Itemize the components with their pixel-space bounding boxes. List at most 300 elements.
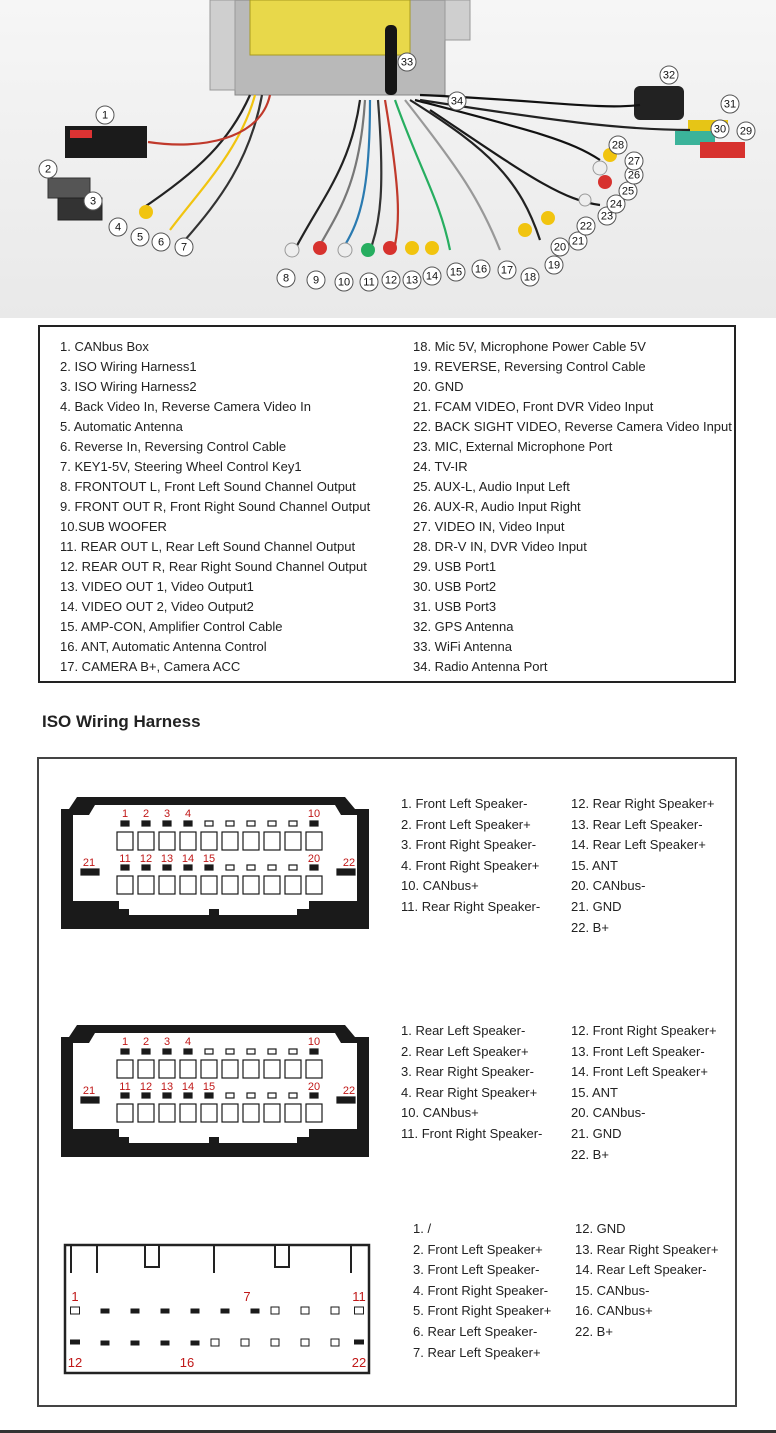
pin-number-label: 20 xyxy=(307,1081,321,1093)
pin-number-label: 7 xyxy=(243,1289,251,1304)
pin-marker xyxy=(205,1093,213,1098)
pin-description: 2. Rear Left Speaker+ xyxy=(401,1043,529,1059)
pin-cavity xyxy=(159,1104,175,1122)
rca-plugs xyxy=(136,148,617,257)
pin-cavity xyxy=(285,1060,301,1078)
callout-number: 6 xyxy=(157,236,165,249)
pin-description: 4. Front Right Speaker+ xyxy=(401,857,540,873)
pin-description: 15. ANT xyxy=(571,1084,618,1100)
pin-marker xyxy=(221,1309,229,1313)
legend-item: 18. Mic 5V, Microphone Power Cable 5V xyxy=(413,339,646,354)
pin-marker xyxy=(310,1049,318,1054)
pin-number-label: 3 xyxy=(163,1036,171,1048)
legend-item: 24. TV-IR xyxy=(413,459,468,474)
callout-29 xyxy=(737,122,755,140)
pin-description: 21. GND xyxy=(571,1125,622,1141)
pin-number-label: 22 xyxy=(351,1355,367,1370)
pin-marker xyxy=(163,1093,171,1098)
pin-cavity xyxy=(201,1060,217,1078)
pin-marker xyxy=(355,1307,364,1314)
pin-marker xyxy=(184,1049,192,1054)
legend-item: 19. REVERSE, Reversing Control Cable xyxy=(413,359,646,374)
callout-number: 16 xyxy=(474,263,488,276)
pin-description: 11. Front Right Speaker- xyxy=(401,1125,543,1141)
callout-14 xyxy=(423,267,441,285)
pin-marker xyxy=(163,821,171,826)
pin-cavity xyxy=(243,876,259,894)
pin-cavity xyxy=(138,1060,154,1078)
pin-marker xyxy=(184,821,192,826)
pin-cavity xyxy=(243,832,259,850)
pin-cavity xyxy=(264,1104,280,1122)
wiring-photo-drawing xyxy=(0,0,776,318)
callout-number: 22 xyxy=(579,220,593,233)
harness-2-pin-list-a xyxy=(401,1021,542,1145)
pin-description: 4. Front Right Speaker- xyxy=(413,1282,549,1298)
pin-description: 2. Front Left Speaker+ xyxy=(401,816,531,832)
pin-marker xyxy=(226,1093,234,1098)
pin-marker xyxy=(289,865,297,870)
callout-13 xyxy=(403,271,421,289)
legend-item: 9. FRONT OUT R, Front Right Sound Channel Output xyxy=(60,499,371,514)
callout-7 xyxy=(175,238,193,256)
legend-item: 15. AMP-CON, Amplifier Control Cable xyxy=(60,619,283,634)
callout-number: 28 xyxy=(611,139,625,152)
pin-cavity xyxy=(243,1104,259,1122)
pin-number-label: 11 xyxy=(352,1289,366,1304)
callout-number: 15 xyxy=(449,266,463,279)
pin-cavity xyxy=(222,1060,238,1078)
pin-number-label: 21 xyxy=(82,1085,96,1097)
pin-marker xyxy=(163,865,171,870)
legend-item: 20. GND xyxy=(413,379,464,394)
callout-31 xyxy=(721,95,739,113)
legend-left-column xyxy=(60,337,370,677)
callout-number: 12 xyxy=(384,274,398,287)
callout-number: 21 xyxy=(571,235,585,248)
harness-1-pin-list-b xyxy=(571,794,714,938)
pin-marker xyxy=(268,821,276,826)
pin-marker xyxy=(142,1093,150,1098)
legend-item: 17. CAMERA B+, Camera ACC xyxy=(60,659,241,674)
legend-item: 32. GPS Antenna xyxy=(413,619,514,634)
legend-item: 7. KEY1-5V, Steering Wheel Control Key1 xyxy=(60,459,302,474)
pin-description: 15. ANT xyxy=(571,857,618,873)
pin-cavity xyxy=(222,1104,238,1122)
pin-marker xyxy=(161,1309,169,1313)
pin-description: 13. Front Left Speaker- xyxy=(571,1043,705,1059)
pin-description: 1. Rear Left Speaker- xyxy=(401,1023,526,1038)
pin-description: 22. B+ xyxy=(571,1146,609,1162)
pin-description: 20. CANbus- xyxy=(571,878,646,894)
pin-cavity xyxy=(117,1104,133,1122)
pin-cavity xyxy=(306,1104,322,1122)
callout-8 xyxy=(277,269,295,287)
pin-marker xyxy=(247,1093,255,1098)
pin-number-label: 21 xyxy=(82,857,96,869)
pin-marker xyxy=(271,1307,279,1314)
pin-cavity xyxy=(306,832,322,850)
pin-marker xyxy=(184,865,192,870)
pin-marker xyxy=(226,821,234,826)
iso-connector-3 xyxy=(59,1243,375,1383)
pin-marker xyxy=(191,1341,199,1345)
pin-number-label: 4 xyxy=(184,808,192,820)
pin-marker xyxy=(205,821,213,826)
legend-item: 10.SUB WOOFER xyxy=(60,519,167,534)
pin-cavity xyxy=(159,1060,175,1078)
pin-marker xyxy=(268,1049,276,1054)
pin-marker xyxy=(247,821,255,826)
usb-port-red xyxy=(700,142,745,158)
callout-19 xyxy=(545,256,563,274)
pin-marker xyxy=(121,1049,129,1054)
legend-item: 14. VIDEO OUT 2, Video Output2 xyxy=(60,599,254,614)
callout-number: 14 xyxy=(425,270,439,283)
pin-cavity xyxy=(117,832,133,850)
callout-number: 34 xyxy=(450,95,464,108)
pin-cavity xyxy=(285,876,301,894)
pin-description: 12. Front Right Speaker+ xyxy=(571,1023,717,1038)
pin-description: 14. Front Left Speaker+ xyxy=(571,1064,708,1080)
pin-cavity xyxy=(264,1060,280,1078)
pin-marker xyxy=(268,1093,276,1098)
iso-connector-1 xyxy=(59,795,373,931)
callout-25 xyxy=(619,182,637,200)
pin-marker xyxy=(191,1309,199,1313)
pin-number-label: 22 xyxy=(342,857,356,869)
pin-number-label: 14 xyxy=(181,1081,195,1093)
callout-number: 30 xyxy=(713,123,727,136)
legend-item: 28. DR-V IN, DVR Video Input xyxy=(413,539,587,554)
pin-marker xyxy=(301,1339,309,1346)
pin-cavity xyxy=(222,876,238,894)
pin-number-label: 1 xyxy=(121,1036,129,1048)
callout-number: 23 xyxy=(600,210,614,223)
legend-item: 21. FCAM VIDEO, Front DVR Video Input xyxy=(413,399,654,414)
callout-number: 20 xyxy=(553,241,567,254)
pin-marker xyxy=(121,865,129,870)
pin-marker xyxy=(241,1339,249,1346)
component-legend xyxy=(38,325,736,683)
legend-item: 1. CANbus Box xyxy=(60,339,149,354)
callout-number: 2 xyxy=(44,163,52,176)
pin-marker xyxy=(289,821,297,826)
pin-marker xyxy=(81,869,99,875)
pin-marker xyxy=(331,1339,339,1346)
callout-number: 11 xyxy=(363,276,375,289)
pin-marker xyxy=(211,1339,219,1346)
pin-description: 10. CANbus+ xyxy=(401,1105,479,1121)
pin-cavity xyxy=(201,1104,217,1122)
pin-description: 11. Rear Right Speaker- xyxy=(401,898,541,914)
wiring-photo xyxy=(0,0,776,318)
pin-marker xyxy=(71,1307,80,1314)
pin-marker xyxy=(355,1340,364,1344)
pin-marker xyxy=(142,821,150,826)
pin-marker xyxy=(142,1049,150,1054)
legend-item: 11. REAR OUT L, Rear Left Sound Channel Output xyxy=(60,539,356,554)
pin-number-label: 16 xyxy=(179,1355,195,1370)
pin-marker xyxy=(268,865,276,870)
pin-cavity xyxy=(180,832,196,850)
pin-cavity xyxy=(117,1060,133,1078)
pin-cavity xyxy=(222,832,238,850)
wifi-antenna-stick xyxy=(385,25,397,95)
pin-cavity xyxy=(180,876,196,894)
callout-number: 33 xyxy=(400,56,414,69)
callout-number: 7 xyxy=(180,241,188,254)
pin-number-label: 22 xyxy=(342,1085,356,1097)
legend-item: 26. AUX-R, Audio Input Right xyxy=(413,499,581,514)
callout-33 xyxy=(398,53,416,71)
callout-9 xyxy=(307,271,325,289)
pin-cavity xyxy=(117,876,133,894)
pin-cavity xyxy=(285,832,301,850)
callout-15 xyxy=(447,263,465,281)
pin-number-label: 3 xyxy=(163,808,171,820)
pin-marker xyxy=(289,1049,297,1054)
legend-item: 31. USB Port3 xyxy=(413,599,497,614)
pin-cavity xyxy=(138,832,154,850)
pin-description: 21. GND xyxy=(571,898,622,914)
callout-2 xyxy=(39,160,57,178)
pin-marker xyxy=(81,1097,99,1103)
callout-28 xyxy=(609,136,627,154)
side-bracket-left xyxy=(210,0,235,90)
callout-1 xyxy=(96,106,114,124)
callout-22 xyxy=(577,217,595,235)
callout-6 xyxy=(152,233,170,251)
legend-item: 5. Automatic Antenna xyxy=(60,419,183,434)
canbus-label xyxy=(70,130,92,138)
pin-marker xyxy=(289,1093,297,1098)
legend-item: 3. ISO Wiring Harness2 xyxy=(60,379,197,394)
pin-number-label: 10 xyxy=(307,808,321,820)
callout-34 xyxy=(448,92,466,110)
pin-marker xyxy=(310,865,318,870)
legend-item: 6. Reverse In, Reversing Control Cable xyxy=(60,439,287,454)
pin-description: 10. CANbus+ xyxy=(401,878,479,894)
pin-marker xyxy=(301,1307,309,1314)
iso-harness-box xyxy=(37,757,737,1407)
pin-marker xyxy=(101,1309,109,1313)
pin-description: 4. Rear Right Speaker+ xyxy=(401,1084,538,1100)
pin-cavity xyxy=(201,876,217,894)
pin-marker xyxy=(226,1049,234,1054)
callout-number: 5 xyxy=(136,231,144,244)
pin-marker xyxy=(121,821,129,826)
pin-marker xyxy=(101,1341,109,1345)
pin-marker xyxy=(337,869,355,875)
callout-number: 4 xyxy=(114,221,122,234)
callout-5 xyxy=(131,228,149,246)
pin-number-label: 13 xyxy=(160,1081,174,1093)
pin-description: 3. Front Right Speaker- xyxy=(401,837,537,853)
callout-30 xyxy=(711,120,729,138)
pin-number-label: 1 xyxy=(71,1289,79,1304)
callout-number: 19 xyxy=(547,259,561,272)
pin-description: 16. CANbus+ xyxy=(575,1303,653,1319)
pin-number-label: 14 xyxy=(181,853,195,865)
callout-number: 24 xyxy=(609,198,623,211)
iso-section-title: ISO Wiring Harness xyxy=(42,712,201,731)
pin-number-label: 20 xyxy=(307,853,321,865)
pin-marker xyxy=(331,1307,339,1314)
pin-description: 6. Rear Left Speaker- xyxy=(413,1323,538,1339)
callout-32 xyxy=(660,66,678,84)
legend-item: 27. VIDEO IN, Video Input xyxy=(413,519,565,534)
callout-20 xyxy=(551,238,569,256)
pin-number-label: 12 xyxy=(67,1355,83,1370)
pin-number-label: 2 xyxy=(142,808,150,820)
legend-item: 16. ANT, Automatic Antenna Control xyxy=(60,639,267,654)
legend-item: 29. USB Port1 xyxy=(413,559,497,574)
callout-number: 17 xyxy=(500,264,514,277)
callout-number: 9 xyxy=(312,274,320,287)
callout-number: 29 xyxy=(739,125,753,138)
pin-marker xyxy=(163,1049,171,1054)
callout-number: 26 xyxy=(627,169,641,182)
pin-marker xyxy=(271,1339,279,1346)
pin-marker xyxy=(310,821,318,826)
pin-description: 12. GND xyxy=(575,1221,626,1236)
pin-marker xyxy=(121,1093,129,1098)
pin-description: 22. B+ xyxy=(571,919,609,935)
callout-number: 31 xyxy=(723,98,737,111)
harness-3-pin-list-a xyxy=(413,1219,551,1363)
callout-number: 8 xyxy=(282,272,290,285)
legend-item: 13. VIDEO OUT 1, Video Output1 xyxy=(60,579,254,594)
pin-number-label: 12 xyxy=(139,853,153,865)
pin-marker xyxy=(226,865,234,870)
pin-cavity xyxy=(264,832,280,850)
harness-2-pin-list-b xyxy=(571,1021,717,1165)
legend-item: 30. USB Port2 xyxy=(413,579,497,594)
pin-cavity xyxy=(180,1060,196,1078)
pin-description: 14. Rear Left Speaker- xyxy=(575,1262,707,1278)
callout-number: 13 xyxy=(405,274,419,287)
pin-description: 12. Rear Right Speaker+ xyxy=(571,796,715,811)
pin-description: 2. Front Left Speaker+ xyxy=(413,1241,543,1257)
pin-cavity xyxy=(201,832,217,850)
legend-item: 4. Back Video In, Reverse Camera Video In xyxy=(60,399,311,414)
legend-right-column xyxy=(413,337,732,677)
pin-description: 15. CANbus- xyxy=(575,1282,650,1298)
pin-number-label: 15 xyxy=(202,853,216,865)
callout-number: 3 xyxy=(89,195,97,208)
iso-harness-1 xyxy=(48,178,90,198)
callout-11 xyxy=(360,273,378,291)
pin-number-label: 10 xyxy=(307,1036,321,1048)
legend-item: 8. FRONTOUT L, Front Left Sound Channel Output xyxy=(60,479,356,494)
pin-description: 1. / xyxy=(413,1221,432,1236)
harness-3-pin-list-b xyxy=(575,1219,718,1343)
pin-description: 13. Rear Right Speaker+ xyxy=(575,1241,719,1257)
pin-number-label: 13 xyxy=(160,853,174,865)
callout-number: 25 xyxy=(621,185,635,198)
pin-marker xyxy=(131,1341,139,1345)
pin-cavity xyxy=(180,1104,196,1122)
pin-marker xyxy=(251,1309,259,1313)
pin-marker xyxy=(131,1309,139,1313)
pin-cavity xyxy=(138,876,154,894)
pin-description: 3. Front Left Speaker- xyxy=(413,1262,540,1278)
pin-cavity xyxy=(159,876,175,894)
pin-marker xyxy=(161,1341,169,1345)
pin-marker xyxy=(247,865,255,870)
legend-item: 2. ISO Wiring Harness1 xyxy=(60,359,197,374)
callout-number: 27 xyxy=(627,155,641,168)
pin-number-label: 1 xyxy=(121,808,129,820)
callout-number: 32 xyxy=(662,69,676,82)
callout-12 xyxy=(382,271,400,289)
pin-cavity xyxy=(306,876,322,894)
pin-marker xyxy=(247,1049,255,1054)
pin-marker xyxy=(184,1093,192,1098)
callout-4 xyxy=(109,218,127,236)
callout-3 xyxy=(84,192,102,210)
pin-marker xyxy=(142,865,150,870)
legend-item: 23. MIC, External Microphone Port xyxy=(413,439,613,454)
pin-description: 7. Rear Left Speaker+ xyxy=(413,1344,541,1360)
pin-number-label: 4 xyxy=(184,1036,192,1048)
callout-number: 18 xyxy=(523,271,537,284)
wires xyxy=(140,95,690,255)
callout-27 xyxy=(625,152,643,170)
legend-item: 34. Radio Antenna Port xyxy=(413,659,548,674)
legend-item: 33. WiFi Antenna xyxy=(413,639,512,654)
callout-16 xyxy=(472,260,490,278)
pin-marker xyxy=(205,865,213,870)
pin-cavity xyxy=(306,1060,322,1078)
pin-number-label: 12 xyxy=(139,1081,153,1093)
pin-cavity xyxy=(285,1104,301,1122)
pin-marker xyxy=(71,1340,80,1344)
pin-marker xyxy=(205,1049,213,1054)
iso-connector-2 xyxy=(59,1023,373,1159)
pin-marker xyxy=(337,1097,355,1103)
callout-number: 1 xyxy=(101,109,109,122)
pin-description: 22. B+ xyxy=(575,1323,613,1339)
pin-cavity xyxy=(138,1104,154,1122)
pin-description: 1. Front Left Speaker- xyxy=(401,796,528,811)
pin-description: 20. CANbus- xyxy=(571,1105,646,1121)
gps-antenna xyxy=(634,86,684,120)
harness-1-pin-list-a xyxy=(401,794,540,918)
side-bracket xyxy=(445,0,470,40)
pin-description: 5. Front Right Speaker+ xyxy=(413,1303,552,1319)
legend-item: 22. BACK SIGHT VIDEO, Reverse Camera Video Input xyxy=(413,419,732,434)
callout-number: 10 xyxy=(337,276,351,289)
pin-number-label: 2 xyxy=(142,1036,150,1048)
legend-item: 12. REAR OUT R, Rear Right Sound Channel Output xyxy=(60,559,367,574)
pin-description: 14. Rear Left Speaker+ xyxy=(571,837,706,853)
pin-number-label: 11 xyxy=(119,1081,131,1093)
pin-marker xyxy=(310,1093,318,1098)
pin-number-label: 11 xyxy=(119,853,131,865)
pin-description: 3. Rear Right Speaker- xyxy=(401,1064,534,1080)
pin-description: 13. Rear Left Speaker- xyxy=(571,816,703,832)
callout-10 xyxy=(335,273,353,291)
pin-cavity xyxy=(264,876,280,894)
pin-cavity xyxy=(243,1060,259,1078)
pin-cavity xyxy=(159,832,175,850)
callout-17 xyxy=(498,261,516,279)
legend-item: 25. AUX-L, Audio Input Left xyxy=(413,479,570,494)
callout-18 xyxy=(521,268,539,286)
pin-number-label: 15 xyxy=(202,1081,216,1093)
